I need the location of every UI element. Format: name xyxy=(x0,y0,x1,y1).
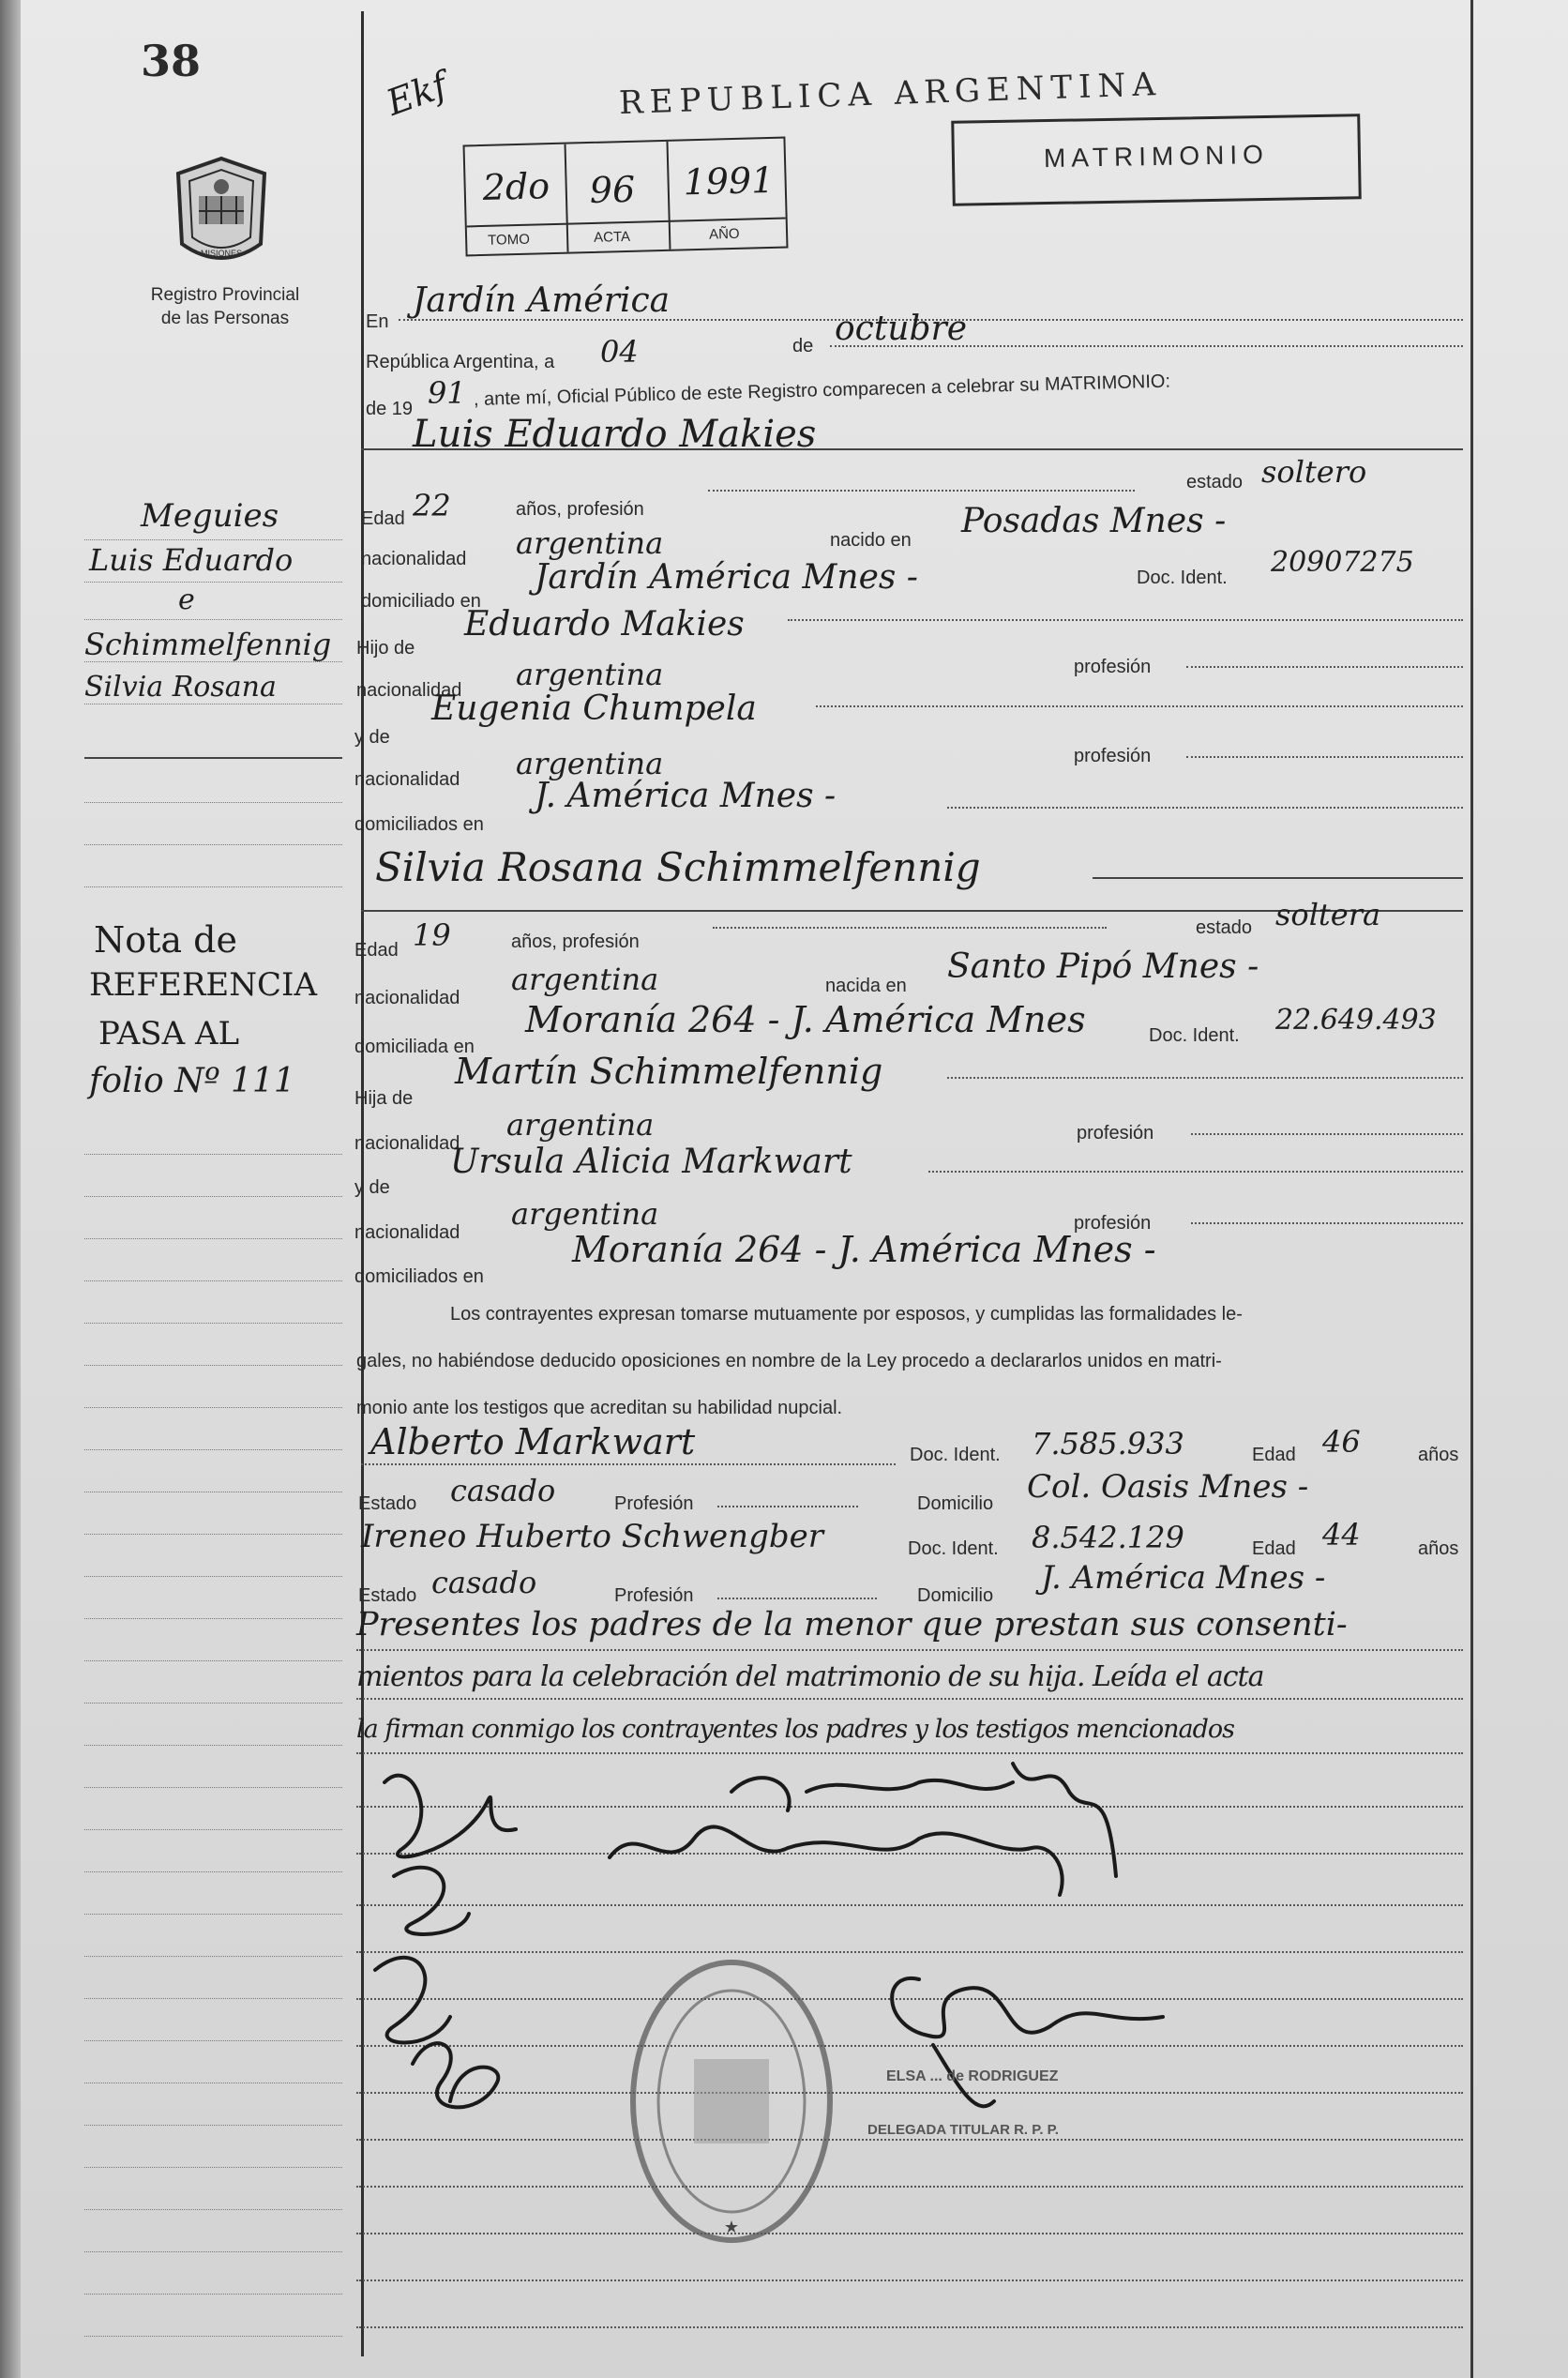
tomo-value: 2do xyxy=(482,165,550,208)
witness1-doc-value: 7.585.933 xyxy=(1032,1426,1184,1462)
bride-mother-nac-value: argentina xyxy=(511,1196,659,1232)
official-name-stamp: ELSA ... de RODRIGUEZ xyxy=(886,2068,1059,2084)
ano-value: 1991 xyxy=(683,159,775,204)
registry-line-1: Registro Provincial xyxy=(150,285,300,305)
groom-domicilio-label: domiciliado en xyxy=(361,591,481,612)
provincial-seal-icon xyxy=(169,155,274,277)
groom-domiciliados-value: J. América Mnes - xyxy=(535,777,837,815)
groom-yde-label: y de xyxy=(354,727,390,748)
witness2-edad-label: Edad xyxy=(1252,1538,1296,1559)
bride-doc-label: Doc. Ident. xyxy=(1149,1025,1240,1046)
oficial-statement: , ante mí, Oficial Público de este Registro comparecen a celebrar su MATRIMONIO: xyxy=(473,371,1171,410)
registry-line-2: de las Personas xyxy=(160,309,290,328)
margin-conjunction: e xyxy=(178,583,195,616)
groom-father-profesion-label: profesión xyxy=(1074,657,1152,677)
registry-name xyxy=(122,283,328,330)
witness2-estado-label: Estado xyxy=(358,1585,417,1606)
binder-edge xyxy=(0,0,21,2378)
en-label: En xyxy=(366,311,389,332)
margin-bride-surname: Schimmelfennig xyxy=(84,627,332,662)
bride-nacionalidad-value: argentina xyxy=(511,962,659,997)
bride-domiciliados-label: domiciliados en xyxy=(354,1266,484,1287)
bride-edad-label: Edad xyxy=(354,940,399,961)
groom-edad-value: 22 xyxy=(413,488,451,523)
notes-line-3: la firman conmigo los contrayentes los padres y los testigos mencionados xyxy=(356,1715,1234,1744)
bride-nacida-value: Santo Pipó Mnes - xyxy=(947,947,1259,986)
witness1-estado-value: casado xyxy=(450,1473,556,1508)
witness1-domicilio-label: Domicilio xyxy=(917,1493,994,1514)
official-title-stamp: DELEGADA TITULAR R. P. P. xyxy=(867,2122,1059,2138)
margin-note-3: PASA AL xyxy=(98,1015,240,1053)
mother-signature xyxy=(610,1826,1063,1895)
corner-annotation: Ekf xyxy=(381,64,453,124)
groom-nacionalidad-label: nacionalidad xyxy=(361,549,467,569)
margin-note-1: Nota de xyxy=(94,919,237,961)
svg-text:★: ★ xyxy=(723,2218,740,2237)
bride-domicilio-label: domiciliada en xyxy=(354,1037,475,1057)
bride-father-nac-label: nacionalidad xyxy=(354,1133,460,1154)
contrayente-signature-2 xyxy=(375,1958,450,2043)
groom-father-name: Eduardo Makies xyxy=(464,605,745,644)
country-title: REPUBLICA ARGENTINA xyxy=(618,65,1163,123)
groom-nacido-label: nacido en xyxy=(830,530,912,551)
page-number: 38 xyxy=(141,36,202,86)
acta-label: ACTA xyxy=(593,228,631,246)
groom-father-nac-label: nacionalidad xyxy=(356,680,462,701)
year-prefix: de 19 xyxy=(366,399,414,419)
seal-caption: MISIONES xyxy=(200,249,242,258)
witness2-name: Ireneo Huberto Schwengber xyxy=(361,1518,823,1555)
tomo-label: TOMO xyxy=(487,231,531,249)
witness2-profesion-label: Profesión xyxy=(614,1585,694,1606)
bride-yde-label: y de xyxy=(354,1177,390,1198)
bride-estado-value: soltera xyxy=(1275,897,1381,932)
groom-mother-nac-value: argentina xyxy=(516,746,664,781)
witness1-profesion-label: Profesión xyxy=(614,1493,694,1514)
bride-name: Silvia Rosana Schimmelfennig xyxy=(375,844,981,890)
margin-note-2: REFERENCIA xyxy=(89,966,317,1004)
groom-mother-nac-label: nacionalidad xyxy=(354,769,460,790)
month-value: octubre xyxy=(835,310,968,348)
groom-estado-label: estado xyxy=(1186,472,1244,492)
margin-surname: Meguies xyxy=(141,497,279,535)
bride-father-profesion-label: profesión xyxy=(1077,1123,1154,1144)
witness-signature-right xyxy=(1013,1764,1116,1876)
groom-name: Luis Eduardo Makies xyxy=(413,413,817,456)
statement-line-3: monio ante los testigos que acreditan su habilidad nupcial. xyxy=(356,1398,843,1418)
groom-doc-value: 20907275 xyxy=(1271,546,1414,579)
ano-label: AÑO xyxy=(708,225,740,243)
contrayente-signature-1b xyxy=(394,1868,469,1934)
act-type-box xyxy=(951,114,1362,206)
acta-value: 96 xyxy=(589,168,636,211)
witness1-edad-label: Edad xyxy=(1252,1445,1296,1465)
margin-groom-names: Luis Eduardo xyxy=(89,542,294,578)
groom-doc-label: Doc. Ident. xyxy=(1137,568,1228,588)
bride-anos-profesion-label: años, profesión xyxy=(511,932,640,952)
bride-doc-value: 22.649.493 xyxy=(1275,1004,1437,1037)
witness1-anos-label: años xyxy=(1418,1445,1459,1465)
groom-edad-label: Edad xyxy=(361,508,405,529)
witness-signature-left xyxy=(413,2043,498,2107)
witness2-doc-value: 8.542.129 xyxy=(1032,1520,1184,1555)
official-signature xyxy=(892,1978,1163,2037)
bride-domiciliados-value: Moranía 264 - J. América Mnes - xyxy=(572,1229,1156,1270)
act-type-label: MATRIMONIO xyxy=(1043,139,1270,174)
margin-bride-names: Silvia Rosana xyxy=(84,671,277,704)
groom-anos-profesion-label: años, profesión xyxy=(516,499,644,520)
day-value: 04 xyxy=(600,334,639,370)
witness1-edad-value: 46 xyxy=(1322,1424,1361,1460)
witness1-domicilio-value: Col. Oasis Mnes - xyxy=(1027,1468,1309,1506)
bride-mother-name: Ursula Alicia Markwart xyxy=(450,1143,852,1181)
bride-father-name: Martín Schimmelfennig xyxy=(455,1051,883,1092)
bride-edad-value: 19 xyxy=(413,917,451,953)
notes-line-2: mientos para la celebración del matrimonio de su hija. Leída el acta xyxy=(356,1660,1264,1693)
bride-domicilio-value: Moranía 264 - J. América Mnes xyxy=(525,999,1086,1040)
groom-nacido-value: Posadas Mnes - xyxy=(961,502,1227,540)
witness2-estado-value: casado xyxy=(431,1565,537,1600)
witness2-doc-label: Doc. Ident. xyxy=(908,1538,999,1559)
bride-mother-profesion-label: profesión xyxy=(1074,1213,1152,1234)
witness2-domicilio-label: Domicilio xyxy=(917,1585,994,1606)
witness1-estado-label: Estado xyxy=(358,1493,417,1514)
statement-line-2: gales, no habiéndose deducido oposiciones en nombre de la Ley procedo a declararlos unidos en matri- xyxy=(356,1351,1222,1371)
margin-note-4: folio Nº 111 xyxy=(89,1062,295,1100)
groom-mother-profesion-label: profesión xyxy=(1074,746,1152,766)
bride-mother-nac-label: nacionalidad xyxy=(354,1222,460,1243)
witness2-anos-label: años xyxy=(1418,1538,1459,1559)
groom-father-nac-value: argentina xyxy=(516,657,664,692)
groom-nacionalidad-value: argentina xyxy=(516,525,664,561)
statement-line-1: Los contrayentes expresan tomarse mutuamente por esposos, y cumplidas las formalidades le- xyxy=(450,1304,1243,1325)
year-value: 91 xyxy=(428,375,466,411)
groom-estado-value: soltero xyxy=(1261,454,1367,490)
groom-domiciliados-label: domiciliados en xyxy=(354,814,484,835)
groom-domicilio-value: Jardín América Mnes - xyxy=(535,558,918,597)
groom-hijo-label: Hijo de xyxy=(356,638,415,659)
groom-mother-name: Eugenia Chumpela xyxy=(431,689,757,728)
father-signature xyxy=(731,1778,1013,1810)
witness2-domicilio-value: J. América Mnes - xyxy=(1041,1559,1326,1597)
contrayente-signature-1 xyxy=(384,1776,516,1857)
de-label: de xyxy=(792,336,814,356)
witness2-edad-value: 44 xyxy=(1322,1517,1361,1553)
witness1-doc-label: Doc. Ident. xyxy=(910,1445,1001,1465)
republica-label: República Argentina, a xyxy=(366,352,555,372)
place-value: Jardín América xyxy=(413,281,671,320)
bride-nacionalidad-label: nacionalidad xyxy=(354,988,460,1008)
bride-nacida-label: nacida en xyxy=(825,976,907,996)
bride-estado-label: estado xyxy=(1196,917,1253,938)
bride-father-nac-value: argentina xyxy=(506,1107,655,1143)
notes-line-1: Presentes los padres de la menor que prestan sus consenti- xyxy=(356,1606,1348,1643)
witness1-name: Alberto Markwart xyxy=(370,1421,696,1462)
bride-hija-label: Hija de xyxy=(354,1088,414,1109)
tomo-acta-ano-table xyxy=(463,137,789,257)
official-stamp-icon xyxy=(619,1951,844,2251)
